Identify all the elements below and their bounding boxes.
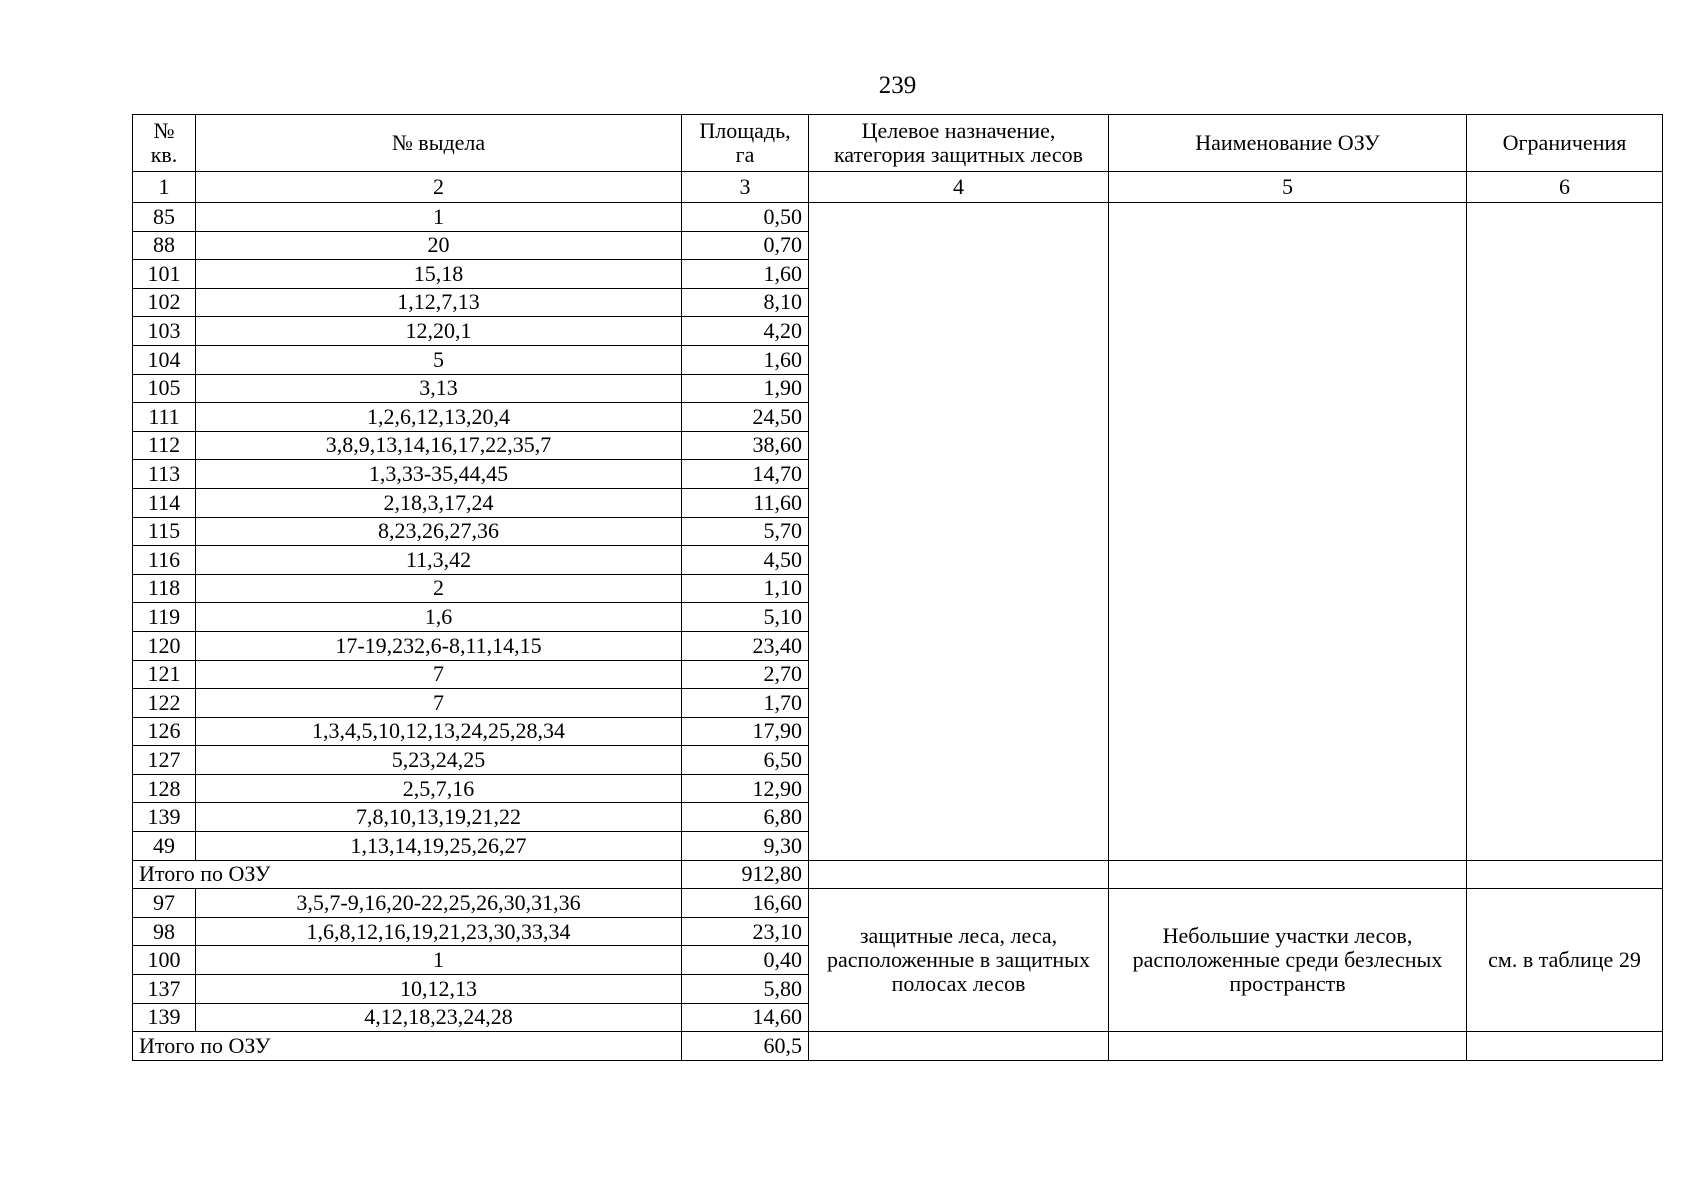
empty-cell	[1467, 1032, 1663, 1061]
empty-cell	[1109, 860, 1467, 889]
vydel-cell: 7	[196, 660, 682, 689]
area-cell: 2,70	[682, 660, 809, 689]
ozu-name-cell: Небольшие участки лесов, расположенные среди безлесных пространств	[1109, 889, 1467, 1032]
kv-cell: 85	[133, 203, 196, 232]
area-cell: 24,50	[682, 403, 809, 432]
vydel-cell: 20	[196, 231, 682, 260]
header-area: Площадь, га	[682, 115, 809, 172]
ozu-table	[132, 114, 1663, 1061]
vydel-cell: 11,3,42	[196, 546, 682, 575]
area-cell: 8,10	[682, 288, 809, 317]
vydel-cell: 7,8,10,13,19,21,22	[196, 803, 682, 832]
column-number: 4	[809, 172, 1109, 203]
ozu-name-cell	[1109, 203, 1467, 861]
kv-cell: 128	[133, 774, 196, 803]
empty-cell	[1109, 1032, 1467, 1061]
area-cell: 14,70	[682, 460, 809, 489]
vydel-cell: 1,6,8,12,16,19,21,23,30,33,34	[196, 917, 682, 946]
vydel-cell: 4,12,18,23,24,28	[196, 1003, 682, 1032]
vydel-cell: 17-19,232,6-8,11,14,15	[196, 631, 682, 660]
area-cell: 17,90	[682, 717, 809, 746]
kv-cell: 121	[133, 660, 196, 689]
area-cell: 23,40	[682, 631, 809, 660]
area-cell: 9,30	[682, 832, 809, 861]
vydel-cell: 5	[196, 345, 682, 374]
purpose-cell	[809, 203, 1109, 861]
vydel-cell: 1,3,33-35,44,45	[196, 460, 682, 489]
kv-cell: 115	[133, 517, 196, 546]
kv-cell: 127	[133, 746, 196, 775]
empty-cell	[809, 860, 1109, 889]
vydel-cell: 1	[196, 946, 682, 975]
vydel-cell: 1,2,6,12,13,20,4	[196, 403, 682, 432]
restrictions-cell: см. в таблице 29	[1467, 889, 1663, 1032]
area-cell: 1,10	[682, 574, 809, 603]
total-value: 912,80	[682, 860, 809, 889]
vydel-cell: 3,8,9,13,14,16,17,22,35,7	[196, 431, 682, 460]
header-purpose: Целевое назначение, категория защитных лесов	[809, 115, 1109, 172]
area-cell: 38,60	[682, 431, 809, 460]
vydel-cell: 2,5,7,16	[196, 774, 682, 803]
page-number: 239	[878, 72, 917, 99]
vydel-cell: 12,20,1	[196, 317, 682, 346]
header-restrictions: Ограничения	[1467, 115, 1663, 172]
column-number: 6	[1467, 172, 1663, 203]
vydel-cell: 1,12,7,13	[196, 288, 682, 317]
area-cell: 0,70	[682, 231, 809, 260]
empty-cell	[1467, 860, 1663, 889]
total-value: 60,5	[682, 1032, 809, 1061]
kv-cell: 104	[133, 345, 196, 374]
kv-cell: 118	[133, 574, 196, 603]
vydel-cell: 1,13,14,19,25,26,27	[196, 832, 682, 861]
kv-cell: 114	[133, 488, 196, 517]
area-cell: 6,80	[682, 803, 809, 832]
vydel-cell: 3,5,7-9,16,20-22,25,26,30,31,36	[196, 889, 682, 918]
vydel-cell: 2,18,3,17,24	[196, 488, 682, 517]
area-cell: 16,60	[682, 889, 809, 918]
table-row	[133, 889, 1663, 918]
total-label: Итого по ОЗУ	[133, 860, 682, 889]
empty-cell	[809, 1032, 1109, 1061]
area-cell: 1,90	[682, 374, 809, 403]
column-number-row	[133, 172, 1663, 203]
restrictions-cell	[1467, 203, 1663, 861]
table-row	[133, 203, 1663, 232]
area-cell: 5,70	[682, 517, 809, 546]
vydel-cell: 10,12,13	[196, 975, 682, 1004]
total-row	[133, 1032, 1663, 1061]
kv-cell: 139	[133, 803, 196, 832]
kv-cell: 113	[133, 460, 196, 489]
kv-cell: 88	[133, 231, 196, 260]
kv-cell: 97	[133, 889, 196, 918]
area-cell: 5,80	[682, 975, 809, 1004]
area-cell: 1,70	[682, 689, 809, 718]
header-vydel: № выдела	[196, 115, 682, 172]
area-cell: 23,10	[682, 917, 809, 946]
total-label: Итого по ОЗУ	[133, 1032, 682, 1061]
area-cell: 0,50	[682, 203, 809, 232]
kv-cell: 137	[133, 975, 196, 1004]
header-kv: № кв.	[133, 115, 196, 172]
area-cell: 1,60	[682, 260, 809, 289]
table-body	[133, 203, 1663, 1061]
kv-cell: 103	[133, 317, 196, 346]
column-number: 1	[133, 172, 196, 203]
vydel-cell: 15,18	[196, 260, 682, 289]
kv-cell: 111	[133, 403, 196, 432]
area-cell: 6,50	[682, 746, 809, 775]
vydel-cell: 1,3,4,5,10,12,13,24,25,28,34	[196, 717, 682, 746]
header-row	[133, 115, 1663, 172]
kv-cell: 102	[133, 288, 196, 317]
kv-cell: 112	[133, 431, 196, 460]
vydel-cell: 7	[196, 689, 682, 718]
kv-cell: 126	[133, 717, 196, 746]
kv-cell: 116	[133, 546, 196, 575]
area-cell: 12,90	[682, 774, 809, 803]
area-cell: 1,60	[682, 345, 809, 374]
vydel-cell: 3,13	[196, 374, 682, 403]
area-cell: 11,60	[682, 488, 809, 517]
vydel-cell: 5,23,24,25	[196, 746, 682, 775]
vydel-cell: 8,23,26,27,36	[196, 517, 682, 546]
column-number: 3	[682, 172, 809, 203]
header-ozu-name: Наименование ОЗУ	[1109, 115, 1467, 172]
kv-cell: 122	[133, 689, 196, 718]
total-row	[133, 860, 1663, 889]
kv-cell: 139	[133, 1003, 196, 1032]
kv-cell: 101	[133, 260, 196, 289]
area-cell: 4,20	[682, 317, 809, 346]
purpose-cell: защитные леса, леса, расположенные в защитных полосах лесов	[809, 889, 1109, 1032]
area-cell: 4,50	[682, 546, 809, 575]
column-number: 5	[1109, 172, 1467, 203]
area-cell: 5,10	[682, 603, 809, 632]
kv-cell: 100	[133, 946, 196, 975]
vydel-cell: 1,6	[196, 603, 682, 632]
area-cell: 0,40	[682, 946, 809, 975]
area-cell: 14,60	[682, 1003, 809, 1032]
kv-cell: 119	[133, 603, 196, 632]
kv-cell: 105	[133, 374, 196, 403]
vydel-cell: 1	[196, 203, 682, 232]
kv-cell: 49	[133, 832, 196, 861]
vydel-cell: 2	[196, 574, 682, 603]
kv-cell: 98	[133, 917, 196, 946]
kv-cell: 120	[133, 631, 196, 660]
column-number: 2	[196, 172, 682, 203]
